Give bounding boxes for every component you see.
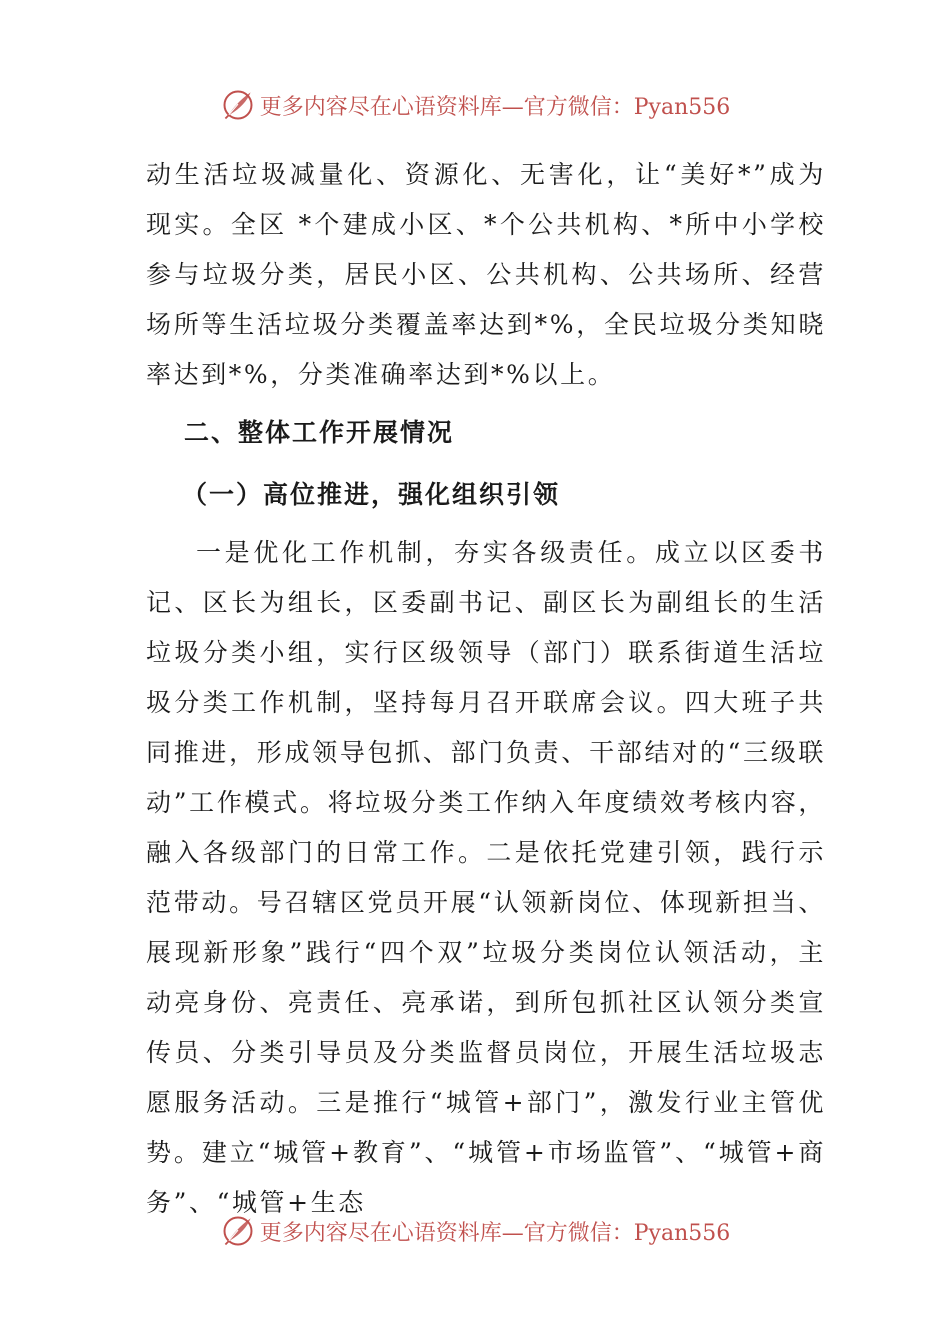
watermark-footer: [0, 1206, 950, 1256]
watermark-text: 更多内容尽在心语资料库—官方微信：Pyan556: [259, 94, 731, 120]
subsection-heading: （一）高位推进，强化组织引领: [182, 480, 561, 509]
feather-pen-icon: [220, 87, 256, 123]
section-heading: 二、整体工作开展情况: [184, 418, 455, 447]
watermark-text: 更多内容尽在心语资料库—官方微信：Pyan556: [259, 1220, 731, 1246]
document-body: [146, 150, 826, 1228]
feather-pen-icon: [220, 1213, 256, 1249]
paragraph-body: 一是优化工作机制，夯实各级责任。成立以区委书记、区长为组长，区委副书记、副区长为副组长的生活垃圾分类小组，实行区级领导（部门）联系街道生活垃圾分类工作机制，坚持每月召开联席会议。四大班子共同推进，形成领导包抓、部门负责、干部结对的“三级联动”工作模式。将垃圾分类工作纳入年度绩效考核内容，融入各级部门的日常工作。二是依托党建引领，践行示范带动。号召辖区党员开展“认领新岗位、体现新担当、展现新形象”践行“四个双”垃圾分类岗位认领活动，主动亮身份、亮责任、亮承诺，到所包抓社区认领分类宣传员、分类引导员及分类监督员岗位，开展生活垃圾志愿服务活动。三是推行“城管+部门”，激发行业主管优势。建立“城管+教育”、“城管+市场监管”、“城管+商务”、“城管+生态: [146, 538, 826, 1217]
watermark-header: [0, 80, 950, 130]
paragraph-continued: 动生活垃圾减量化、资源化、无害化，让“美好*”成为现实。全区 *个建成小区、*个公共机构、*所中小学校参与垃圾分类，居民小区、公共机构、公共场所、经营场所等生活垃圾分类覆盖率达到*%，全民垃圾分类知晓率达到*%，分类准确率达到*%以上。: [146, 160, 826, 389]
